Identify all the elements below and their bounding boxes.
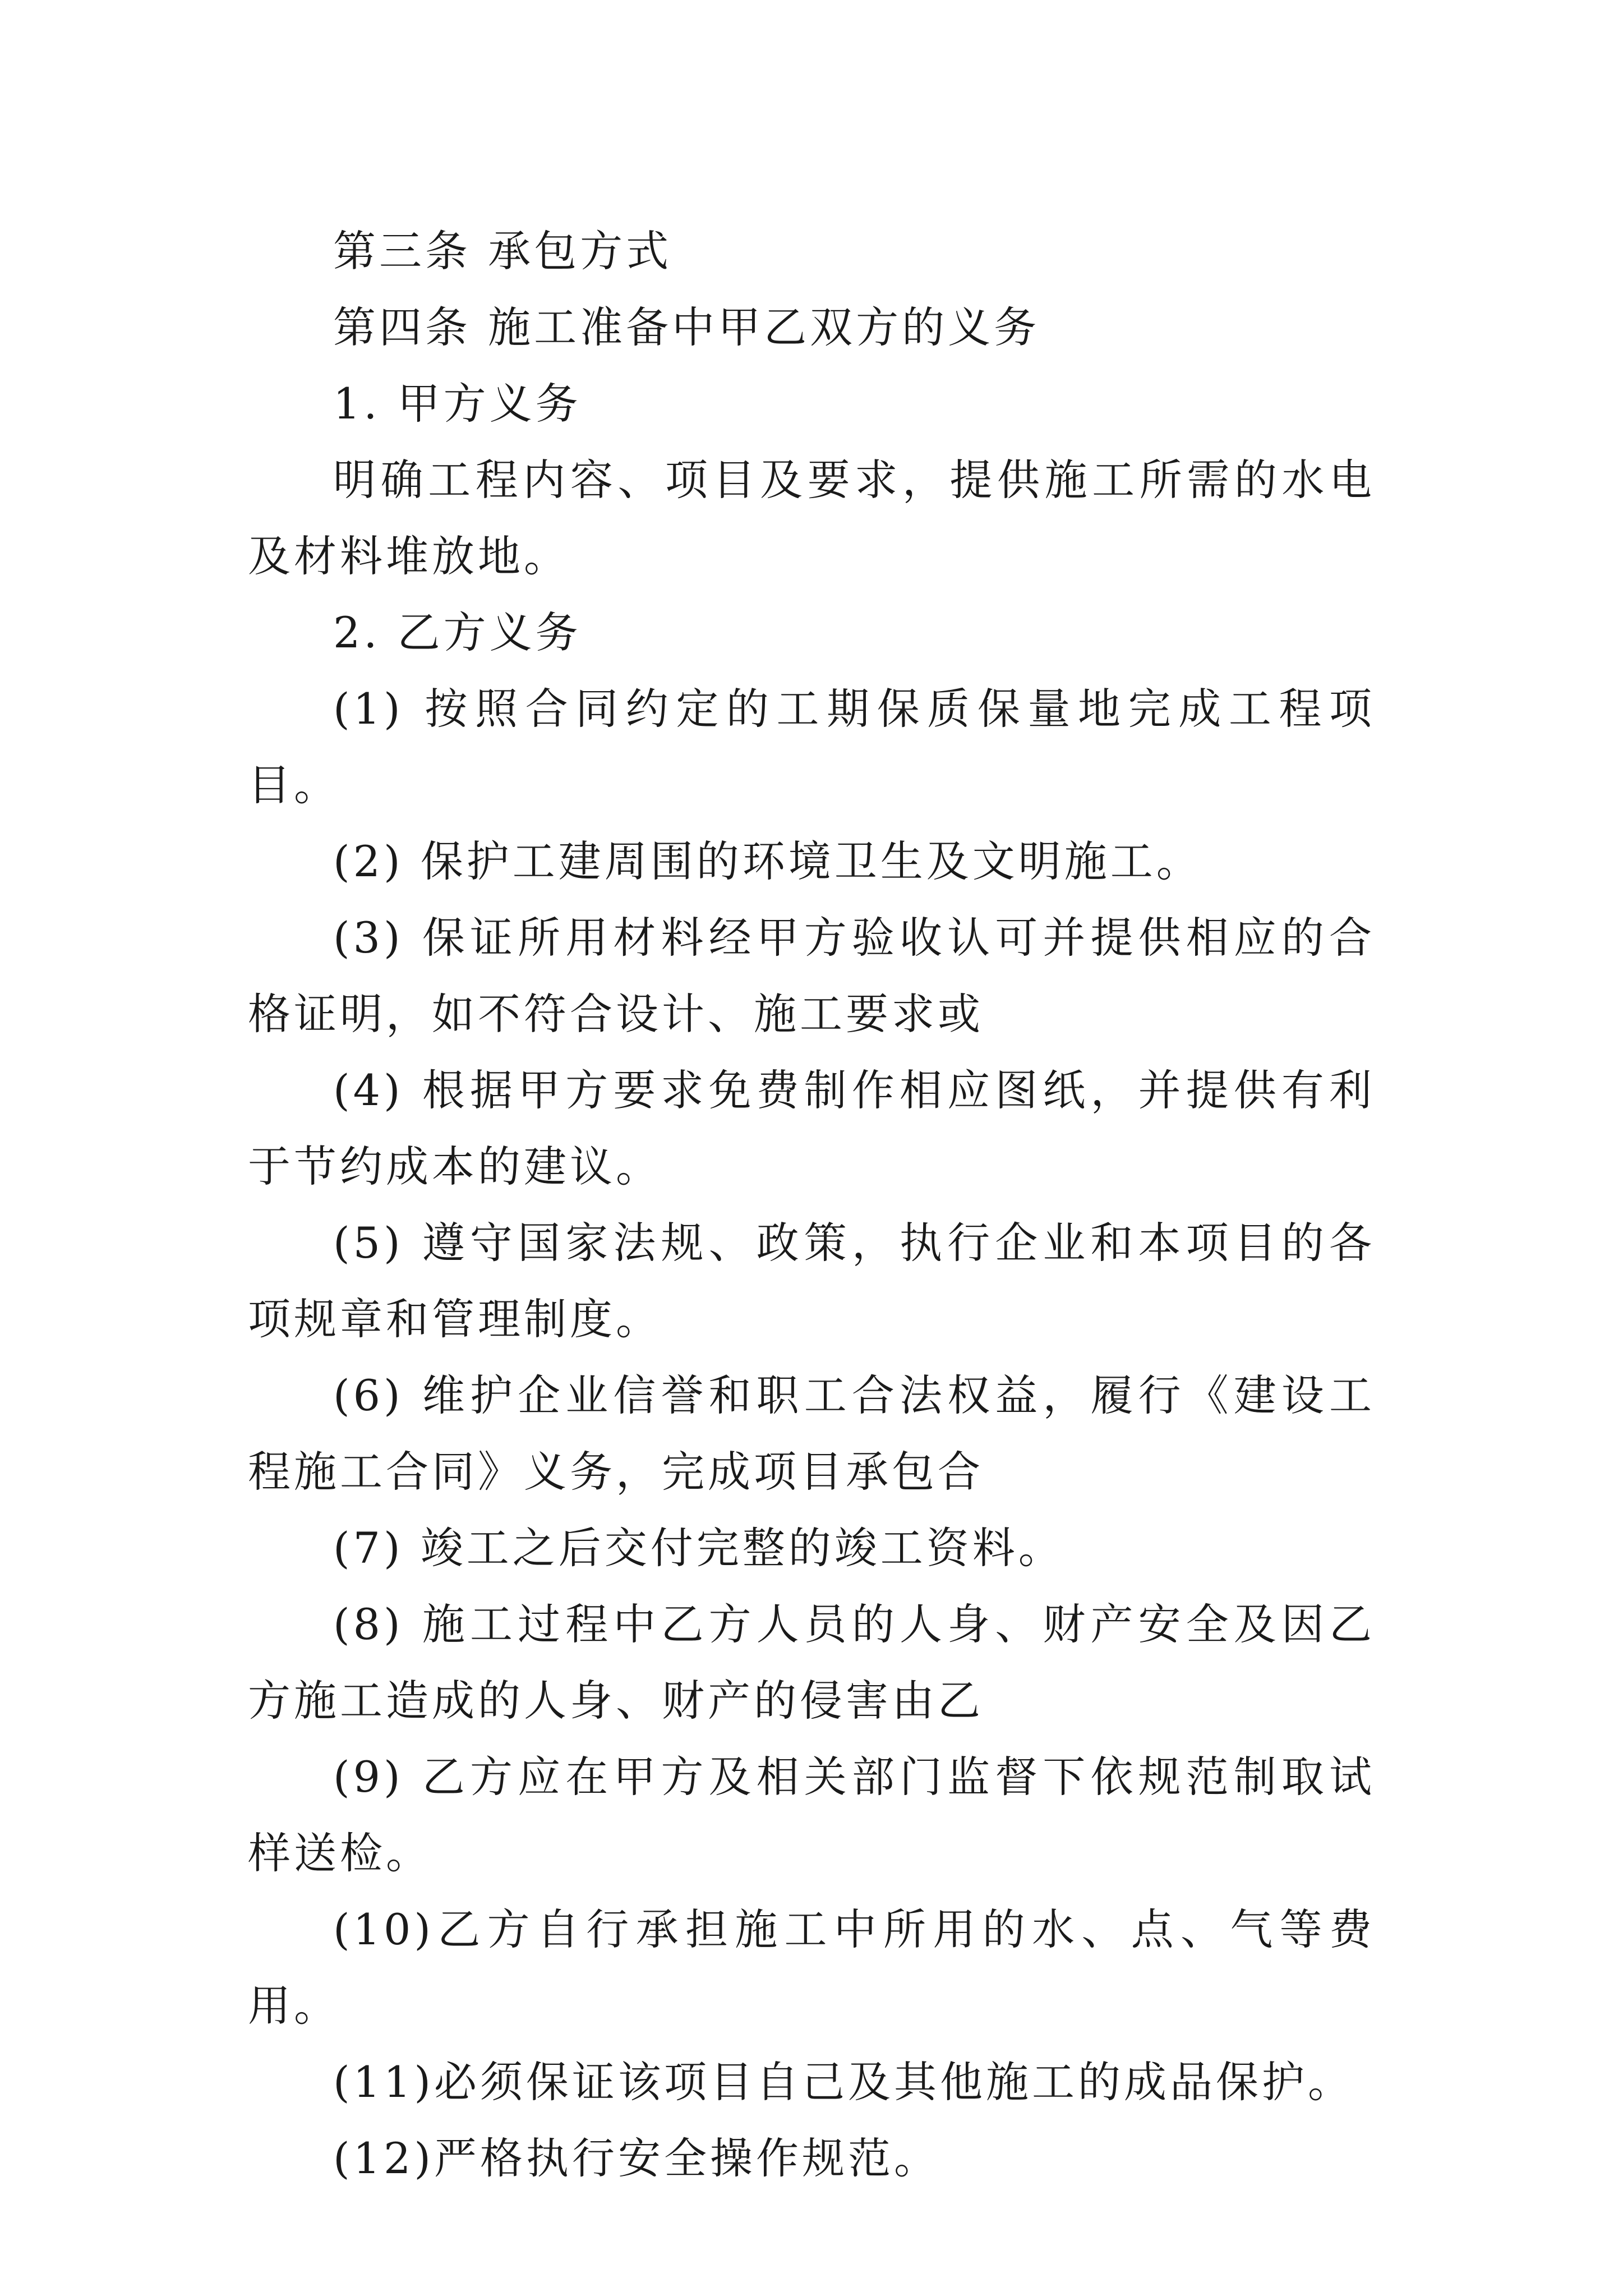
article-3-heading: 第三条 承包方式 — [333, 226, 672, 276]
party-a-obligation: 明确工程内容、项目及要求，提供施工所需的水电及材料堆放地。 — [248, 455, 1375, 581]
party-b-item-9: (9) 乙方应在甲方及相关部门监督下依规范制取试样送检。 — [248, 1752, 1375, 1878]
document-body — [248, 213, 1375, 2197]
party-b-item-1: (1) 按照合同约定的工期保质保量地完成工程项目。 — [248, 684, 1375, 810]
party-b-item-11: (11)必须保证该项目自己及其他施工的成品保护。 — [333, 2057, 1354, 2107]
party-b-item-10: (10)乙方自行承担施工中所用的水、点、气等费用。 — [248, 1904, 1375, 2031]
party-b-item-7: (7) 竣工之后交付完整的竣工资料。 — [333, 1523, 1064, 1573]
party-b-item-5: (5) 遵守国家法规、政策，执行企业和本项目的各项规章和管理制度。 — [248, 1218, 1375, 1344]
party-b-item-12: (12)严格执行安全操作规范。 — [333, 2133, 940, 2183]
party-a-heading: 1. 甲方义务 — [333, 379, 582, 429]
party-b-item-3: (3) 保证所用材料经甲方验收认可并提供相应的合格证明，如不符合设计、施工要求或 — [248, 913, 1375, 1039]
party-b-item-8: (8) 施工过程中乙方人员的人身、财产安全及因乙方施工造成的人身、财产的侵害由乙 — [248, 1599, 1375, 1726]
party-b-item-2: (2) 保护工建周围的环境卫生及文明施工。 — [333, 836, 1202, 886]
party-b-item-4: (4) 根据甲方要求免费制作相应图纸，并提供有利于节约成本的建议。 — [248, 1065, 1375, 1191]
party-b-heading: 2. 乙方义务 — [333, 608, 582, 657]
article-4-heading: 第四条 施工准备中甲乙双方的义务 — [333, 302, 1040, 352]
party-b-item-6: (6) 维护企业信誉和职工合法权益，履行《建设工程施工合同》义务，完成项目承包合 — [248, 1370, 1375, 1497]
